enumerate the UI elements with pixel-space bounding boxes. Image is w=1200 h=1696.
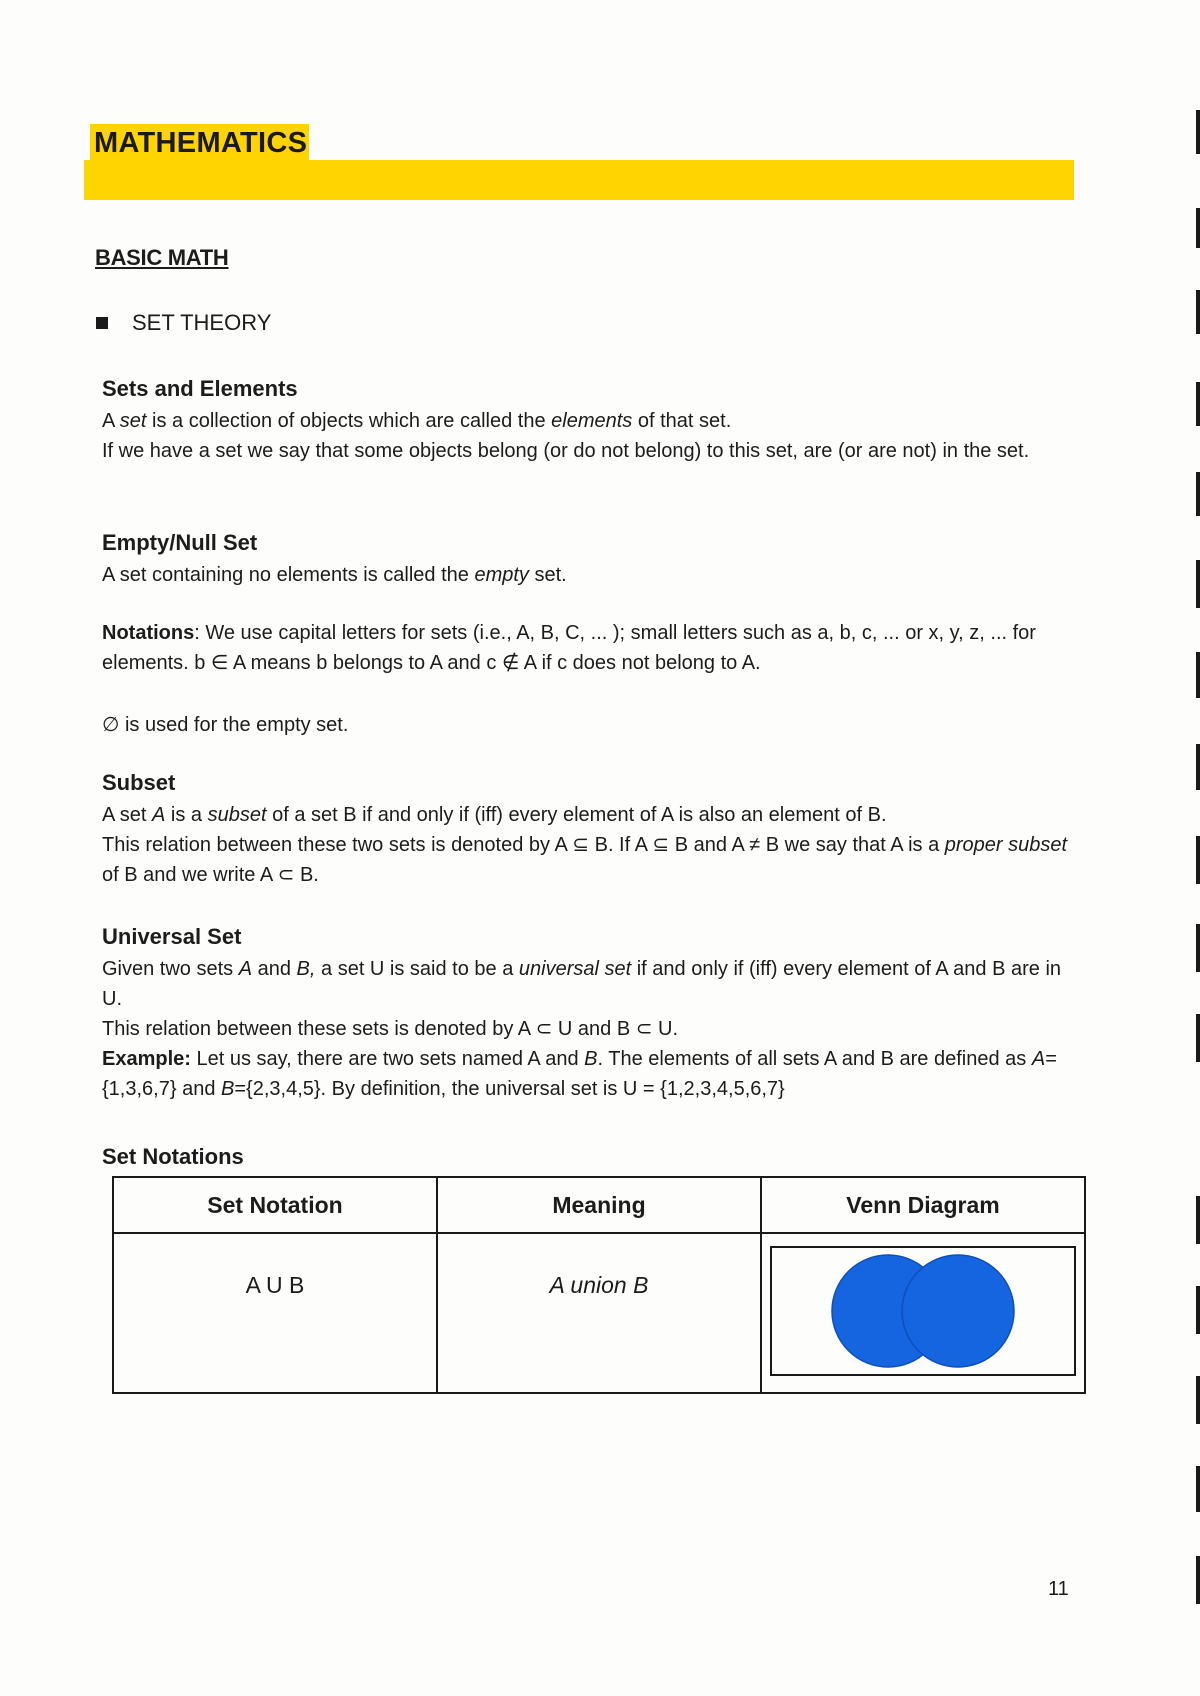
column-header-venn: Venn Diagram [761, 1177, 1085, 1233]
empty-symbol-text: ∅ is used for the empty set. [102, 714, 349, 736]
scan-edge-mark [1196, 744, 1200, 790]
table-row [113, 1233, 1085, 1393]
notation-cell: A U B [113, 1233, 437, 1393]
section-label: BASIC MATH [95, 245, 229, 270]
sets-and-elements-section [102, 374, 1072, 466]
empty-set-section [102, 528, 1072, 590]
scan-edge-mark [1196, 1466, 1200, 1512]
empty-set-definition: A set containing no elements is called the empty set. [102, 564, 567, 586]
empty-set-heading: Empty/Null Set [102, 530, 258, 555]
set-notations-heading: Set Notations [102, 1144, 244, 1169]
universal-set-section [102, 922, 1072, 1104]
column-header-notation: Set Notation [113, 1177, 437, 1233]
topic-bullet [96, 310, 271, 336]
universal-set-example: Example: Let us say, there are two sets named A and B. The elements of all sets A and B are defined as A={1,3,6,7} and B={2,3,4,5}. By definition, the universal set is U = {1,2,3,4,5,6,7} [102, 1048, 1057, 1100]
venn-frame [770, 1246, 1076, 1376]
topic-label: SET THEORY [132, 310, 272, 335]
notations-section [102, 618, 1072, 678]
scan-edge-mark [1196, 110, 1200, 154]
scan-edge-mark [1196, 652, 1200, 698]
subset-relation: This relation between these two sets is denoted by A ⊆ B. If A ⊆ B and A ≠ B we say that A is a proper subset of B and we write A ⊂ B. [102, 834, 1068, 886]
universal-set-relation: This relation between these sets is denoted by A ⊂ U and B ⊂ U. [102, 1018, 679, 1040]
page-title: MATHEMATICS [90, 124, 309, 162]
subset-definition: A set A is a subset of a set B if and only if (iff) every element of A is also an element of B. [102, 804, 887, 826]
scan-edge-mark [1196, 1556, 1200, 1604]
set-notations-table [112, 1176, 1086, 1394]
scan-edge-mark [1196, 472, 1200, 516]
universal-set-definition: Given two sets A and B, a set U is said to be a universal set if and only if (iff) every element of A and B are in U. [102, 958, 1062, 1010]
scan-edge-mark [1196, 1286, 1200, 1334]
scan-edge-mark [1196, 208, 1200, 248]
subset-heading: Subset [102, 770, 176, 795]
square-bullet-icon [96, 317, 108, 329]
sets-membership-text: If we have a set we say that some objects belong (or do not belong) to this set, are (or are not) in the set. [102, 440, 1030, 462]
scan-edge-mark [1196, 1014, 1200, 1062]
empty-symbol-section [102, 710, 1072, 740]
sets-definition: A set is a collection of objects which are called the elements of that set. [102, 410, 732, 432]
scan-edge-mark [1196, 382, 1200, 426]
venn-cell [761, 1233, 1085, 1393]
universal-set-heading: Universal Set [102, 924, 242, 949]
page-number: 11 [1048, 1578, 1069, 1600]
scan-edge-mark [1196, 924, 1200, 972]
scan-edge-mark [1196, 836, 1200, 884]
table-header-row [113, 1177, 1085, 1233]
scan-edge-mark [1196, 560, 1200, 608]
column-header-meaning: Meaning [437, 1177, 761, 1233]
subset-section [102, 768, 1072, 890]
meaning-cell: A union B [437, 1233, 761, 1393]
scan-edge-mark [1196, 1376, 1200, 1424]
notations-text: Notations: We use capital letters for sets (i.e., A, B, C, ... ); small letters such as a, b, c, ... or x, y, z, ... for elements. b ∈ A means b belongs to A and c ∉ A if c does not belong to A. [102, 622, 1036, 674]
set-notations-section [102, 1142, 1072, 1174]
venn-union-icon [803, 1252, 1043, 1370]
sets-and-elements-heading: Sets and Elements [102, 376, 298, 401]
scan-edge-mark [1196, 1196, 1200, 1244]
title-highlight-bar [84, 160, 1074, 200]
scan-edge-mark [1196, 290, 1200, 334]
